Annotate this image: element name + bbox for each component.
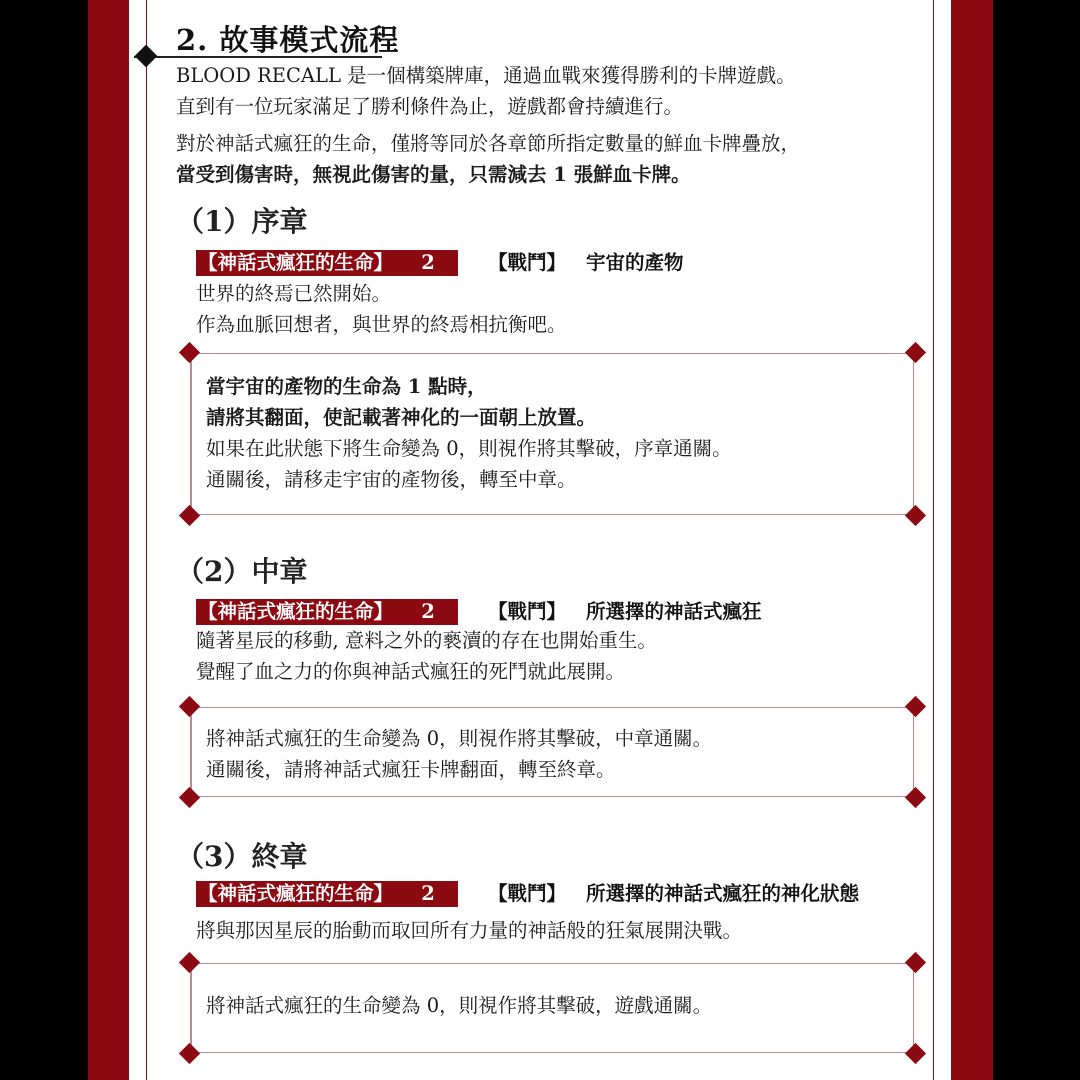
description-line: 世界的終焉已然開始。 bbox=[196, 282, 392, 305]
battle-line bbox=[488, 599, 762, 625]
intro-line: 對於神話式瘋狂的生命，僅將等同於各章節所指定數量的鮮血卡牌疊放， bbox=[176, 132, 801, 155]
battle-name: 所選擇的神話式瘋狂的神化狀態 bbox=[586, 882, 860, 905]
rule-box-finale bbox=[190, 963, 914, 1053]
description-line: 覺醒了血之力的你與神話式瘋狂的死鬥就此展開。 bbox=[196, 660, 626, 683]
description-line: 作為血脈回想者，與世界的終焉相抗衡吧。 bbox=[196, 313, 567, 336]
intro-paragraph-2 bbox=[176, 128, 800, 190]
rule-line-bold: 請將其翻面，使記載著神化的一面朝上放置。 bbox=[206, 406, 597, 429]
battle-name: 所選擇的神話式瘋狂 bbox=[586, 600, 762, 623]
intro-line: BLOOD RECALL 是一個構築牌庫，通過血戰來獲得勝利的卡牌遊戲。 bbox=[176, 64, 796, 87]
life-tag-label: 【神話式瘋狂的生命】 bbox=[198, 600, 394, 623]
life-tag bbox=[196, 250, 458, 276]
rule-box-text bbox=[206, 371, 732, 495]
rule-line-bold: 當宇宙的產物的生命為 1 點時， bbox=[206, 375, 487, 398]
section-heading-prologue: （1）序章 bbox=[176, 205, 308, 238]
battle-label: 【戰鬥】 bbox=[488, 882, 567, 905]
rule-line: 如果在此狀態下將生命變為 0，則視作將其擊破，序章通關。 bbox=[206, 437, 732, 460]
life-tag-value: 2 bbox=[421, 600, 435, 623]
battle-line bbox=[488, 881, 859, 907]
description-line: 隨著星辰的移動, 意料之外的褻瀆的存在也開始重生。 bbox=[196, 629, 657, 652]
rule-line: 通關後，請將神話式瘋狂卡牌翻面，轉至終章。 bbox=[206, 758, 616, 781]
rule-box-prologue bbox=[190, 353, 914, 515]
left-black-border bbox=[0, 0, 88, 1080]
intro-paragraph-1 bbox=[176, 60, 796, 122]
section-description bbox=[196, 278, 567, 340]
right-red-border bbox=[951, 0, 993, 1080]
intro-line-bold: 當受到傷害時，無視此傷害的量，只需減去 1 張鮮血卡牌。 bbox=[176, 163, 691, 186]
battle-line bbox=[488, 250, 684, 276]
rule-box-middle bbox=[190, 707, 914, 797]
section-heading-finale: （3）終章 bbox=[176, 840, 308, 873]
rule-box-text bbox=[206, 990, 712, 1021]
section-description bbox=[196, 915, 742, 946]
rule-line: 將神話式瘋狂的生命變為 0，則視作將其擊破，遊戲通關。 bbox=[206, 994, 713, 1017]
battle-name: 宇宙的產物 bbox=[586, 251, 684, 274]
section-description bbox=[196, 625, 657, 687]
life-tag-label: 【神話式瘋狂的生命】 bbox=[198, 251, 394, 274]
page-title: 2. 故事模式流程 bbox=[176, 23, 400, 57]
description-line: 將與那因星辰的胎動而取回所有力量的神話般的狂氣展開決戰。 bbox=[196, 919, 743, 942]
life-tag bbox=[196, 881, 458, 907]
left-red-border bbox=[88, 0, 129, 1080]
battle-label: 【戰鬥】 bbox=[488, 600, 567, 623]
right-margin-line bbox=[933, 0, 934, 1080]
life-tag-value: 2 bbox=[421, 882, 435, 905]
rule-line: 通關後，請移走宇宙的產物後，轉至中章。 bbox=[206, 468, 577, 491]
section-heading-middle: （2）中章 bbox=[176, 555, 308, 588]
left-margin-line bbox=[146, 0, 147, 1080]
rule-box-text bbox=[206, 723, 712, 785]
battle-label: 【戰鬥】 bbox=[488, 251, 567, 274]
rule-line: 將神話式瘋狂的生命變為 0，則視作將其擊破，中章通關。 bbox=[206, 727, 713, 750]
life-tag-label: 【神話式瘋狂的生命】 bbox=[198, 882, 394, 905]
intro-line: 直到有一位玩家滿足了勝利條件為止，遊戲都會持續進行。 bbox=[176, 95, 684, 118]
life-tag bbox=[196, 599, 458, 625]
life-tag-value: 2 bbox=[421, 251, 435, 274]
right-black-border bbox=[993, 0, 1080, 1080]
